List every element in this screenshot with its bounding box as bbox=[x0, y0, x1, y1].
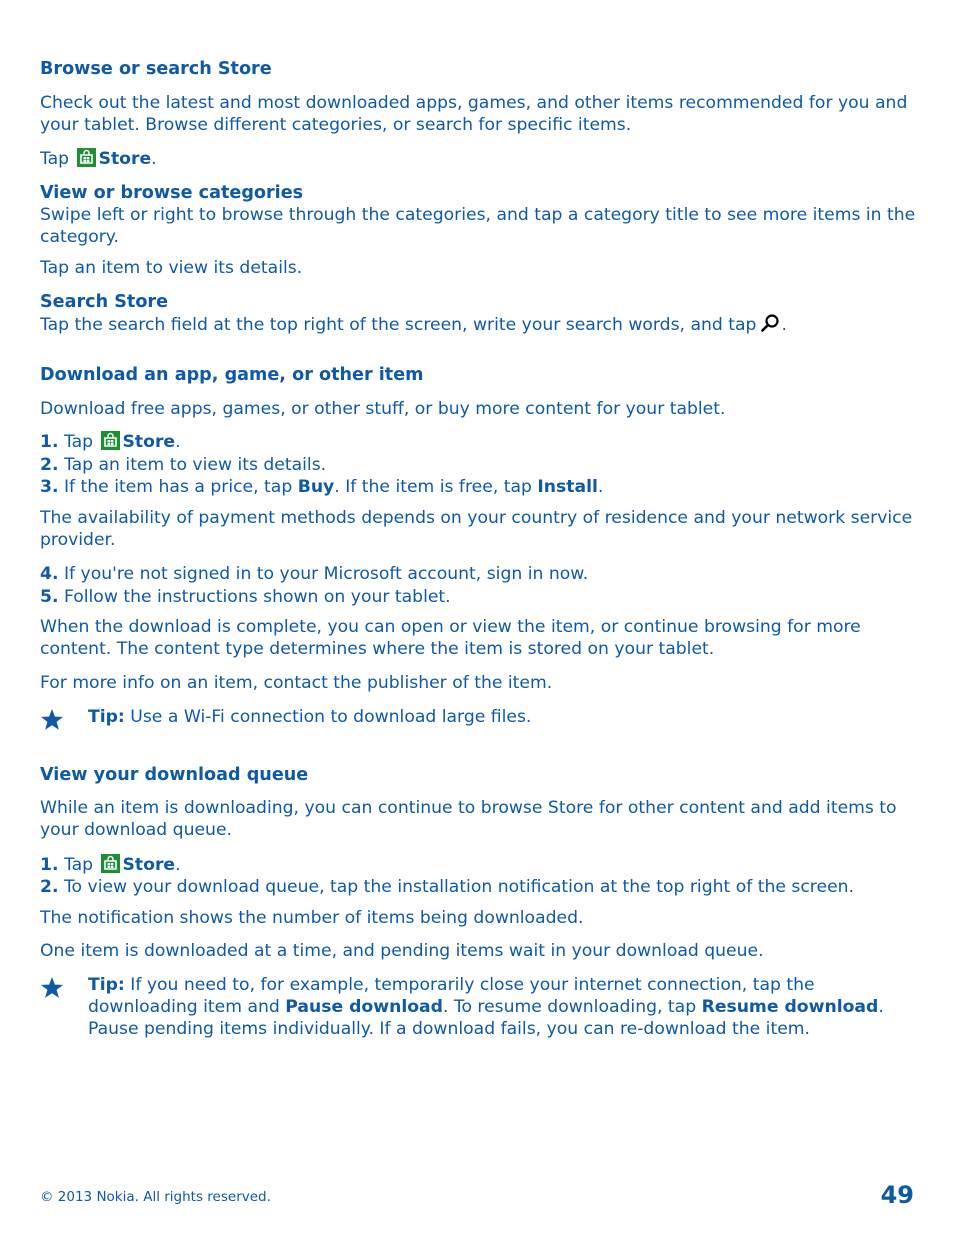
paragraph-tap-store: Tap Store. bbox=[40, 149, 157, 169]
heading-download-queue: View your download queue bbox=[40, 765, 309, 785]
store-label: Store bbox=[98, 149, 152, 169]
step-2: 2. Tap an item to view its details. bbox=[40, 455, 327, 475]
page-number: 49 bbox=[880, 1181, 914, 1209]
paragraph-download-complete: When the download is complete, you can open or view the item, or continue browsing for more content. The content type determines where the item is stored on your tablet. bbox=[40, 617, 861, 659]
step-2: 2. To view your download queue, tap the installation notification at the top right of the screen. bbox=[40, 877, 854, 897]
heading-download-item: Download an app, game, or other item bbox=[40, 365, 424, 385]
heading-view-browse-categories: View or browse categories bbox=[40, 183, 304, 203]
step-1: 1. Tap Store. bbox=[40, 855, 181, 875]
store-bag-icon bbox=[77, 148, 96, 167]
heading-search-store: Search Store bbox=[40, 292, 169, 312]
paragraph-download-intro: Download free apps, games, or other stuff, or buy more content for your tablet. bbox=[40, 399, 726, 419]
store-bag-icon bbox=[101, 431, 120, 450]
tip-label: Tip: bbox=[88, 975, 125, 995]
paragraph-notification: The notification shows the number of items being downloaded. bbox=[40, 908, 584, 928]
star-icon bbox=[40, 708, 64, 732]
step-4: 4. If you're not signed in to your Microsoft account, sign in now. bbox=[40, 564, 589, 584]
paragraph-intro: Check out the latest and most downloaded apps, games, and other items recommended for you and your tablet. Browse different categories, or search for specific items. bbox=[40, 93, 908, 135]
step-5: 5. Follow the instructions shown on your tablet. bbox=[40, 587, 451, 607]
copyright-footer: © 2013 Nokia. All rights reserved. bbox=[40, 1189, 271, 1205]
heading-browse-search-store: Browse or search Store bbox=[40, 59, 272, 79]
star-icon bbox=[40, 976, 64, 1000]
tip-pause-download: Tip: If you need to, for example, temporarily close your internet connection, tap the downloading item and Pause download. To resume downloading, tap Resume download. Pause pending items individually. If a download fails, you can re-download the item. bbox=[40, 974, 920, 1044]
store-bag-icon bbox=[101, 854, 120, 873]
paragraph-swipe: Swipe left or right to browse through the categories, and tap a category title to see more items in the category. bbox=[40, 205, 916, 247]
paragraph-availability: The availability of payment methods depends on your country of residence and your network service provider. bbox=[40, 508, 913, 550]
search-icon bbox=[760, 313, 780, 333]
paragraph-queue-intro: While an item is downloading, you can continue to browse Store for other content and add items to your download queue. bbox=[40, 798, 897, 840]
paragraph-search: Tap the search field at the top right of the screen, write your search words, and tap . bbox=[40, 315, 787, 335]
step-3: 3. If the item has a price, tap Buy. If the item is free, tap Install. bbox=[40, 477, 604, 497]
paragraph-tap-item: Tap an item to view its details. bbox=[40, 258, 303, 278]
tip-wifi: Tip: Use a Wi-Fi connection to download large files. bbox=[40, 706, 920, 736]
paragraph-more-info: For more info on an item, contact the publisher of the item. bbox=[40, 673, 553, 693]
paragraph-one-item: One item is downloaded at a time, and pending items wait in your download queue. bbox=[40, 941, 764, 961]
tap-word: Tap bbox=[40, 149, 70, 169]
tip-label: Tip: bbox=[88, 707, 125, 727]
step-1: 1. Tap Store. bbox=[40, 432, 181, 452]
